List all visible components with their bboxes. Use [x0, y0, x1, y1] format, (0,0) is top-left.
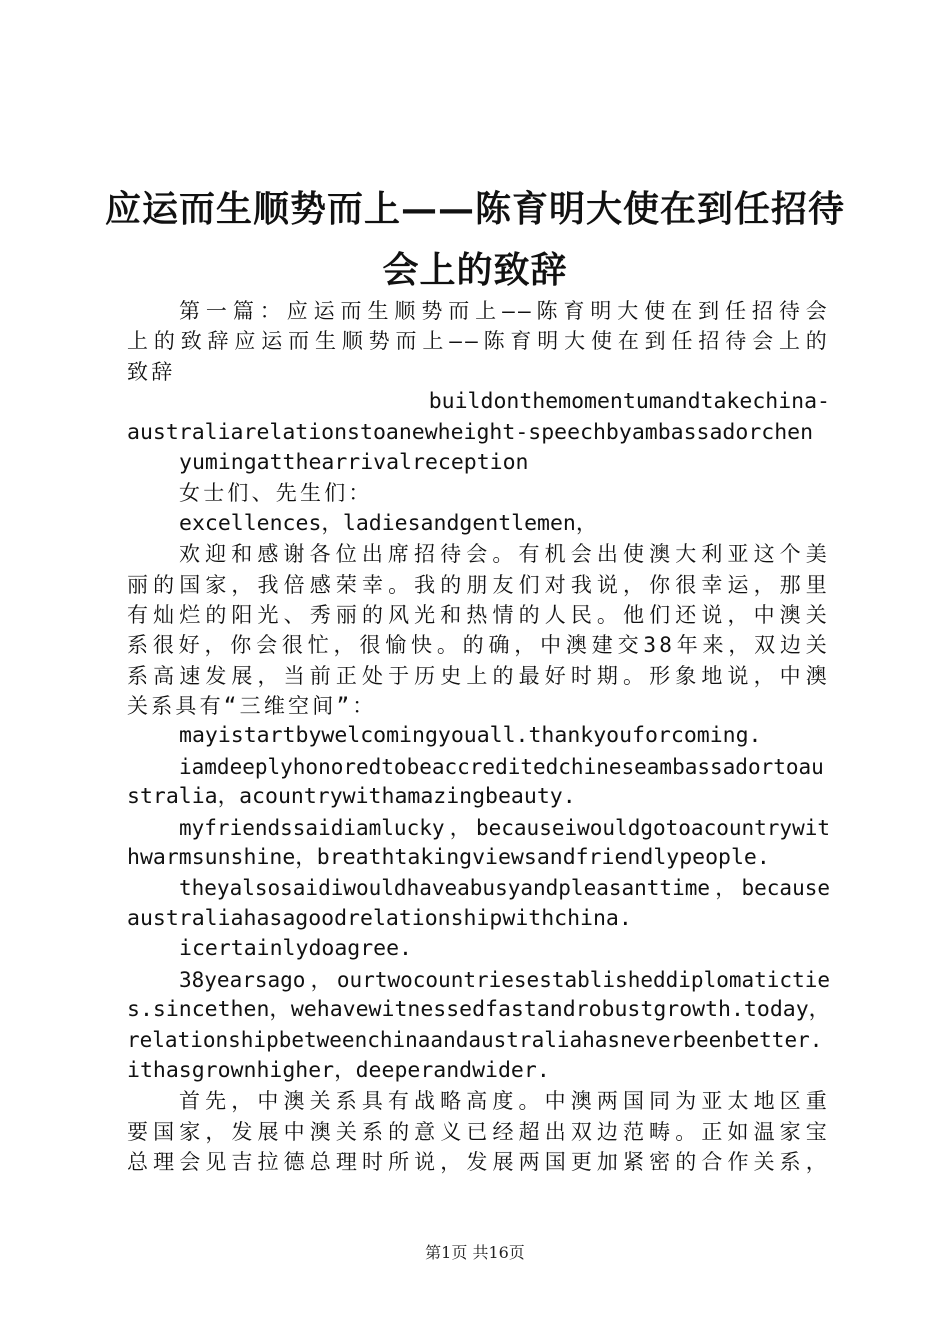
paragraph-line: 有灿烂的阳光、秀丽的风光和热情的人民。他们还说，中澳关: [127, 602, 830, 627]
paragraph-line: 38yearsago，ourtwocountriesestablisheddiplomatictie: [179, 967, 830, 992]
paragraph-line: excellences，ladiesandgentlemen，: [179, 510, 598, 536]
page-number-footer: 第1页 共16页: [425, 1243, 525, 1262]
paragraph-line: 总理会见吉拉德总理时所说，发展两国更加紧密的合作关系，: [127, 1149, 830, 1174]
paragraph-line: yumingatthearrivalreception: [179, 449, 529, 475]
document-title-line-1: 应运而生顺势而上——陈育明大使在到任招待: [104, 188, 845, 230]
paragraph-line: 系很好，你会很忙，很愉快。的确，中澳建交38年来，双边关: [127, 633, 830, 658]
paragraph-line: 首先，中澳关系具有战略高度。中澳两国同为亚太地区重: [179, 1089, 830, 1114]
paragraph-line: 要国家，发展中澳关系的意义已经超出双边范畴。正如温家宝: [127, 1119, 830, 1144]
paragraph-line: australiahasagoodrelationshipwithchina.: [127, 905, 632, 931]
paragraph-line: 女士们、先生们：: [179, 481, 373, 506]
paragraph-line: mayistartbywelcomingyouall.thankyouforcoming.: [179, 723, 762, 749]
document-title-line-2: 会上的致辞: [382, 249, 568, 291]
paragraph-line: buildonthemomentumandtakechina-: [428, 389, 830, 415]
paragraph-line: relationshipbetweenchinaandaustraliahasneverbeenbetter.: [127, 1028, 823, 1053]
paragraph-line: stralia，acountrywithamazingbeauty.: [127, 784, 576, 810]
document-body: [127, 296, 830, 1177]
paragraph-line: iamdeeplyhonoredtobeaccreditedchineseambassadortoau: [179, 754, 824, 779]
paragraph-line: australiarelationstoanewheight-speechbyambassadorchen: [127, 419, 814, 445]
paragraph-line: 丽的国家，我倍感荣幸。我的朋友们对我说，你很幸运，那里: [127, 572, 830, 597]
paragraph-line: 系高速发展，当前正处于历史上的最好时期。形象地说，中澳: [127, 663, 830, 688]
paragraph-line: ithasgrownhigher，deeperandwider.: [127, 1057, 550, 1083]
paragraph-line: icertainlydoagree.: [179, 936, 412, 962]
paragraph-line: 欢迎和感谢各位出席招待会。有机会出使澳大利亚这个美: [179, 542, 830, 567]
paragraph-line: 上的致辞应运而生顺势而上——陈育明大使在到任招待会上的: [127, 329, 830, 354]
paragraph-line: 致辞: [127, 359, 176, 384]
paragraph-line: theyalsosaidiwouldhaveabusyandpleasanttime，because: [179, 876, 830, 901]
paragraph-line: hwarmsunshine，breathtakingviewsandfriendlypeople.: [127, 845, 770, 871]
paragraph-line: s.sincethen，wehavewitnessedfastandrobustgrowth.today，: [127, 996, 831, 1022]
paragraph-line: 关系具有“三维空间”：: [127, 694, 377, 719]
paragraph-line: 第一篇：应运而生顺势而上——陈育明大使在到任招待会: [179, 299, 830, 323]
paragraph-line: myfriendssaidiamlucky，becauseiwouldgotoacountrywit: [179, 815, 830, 840]
